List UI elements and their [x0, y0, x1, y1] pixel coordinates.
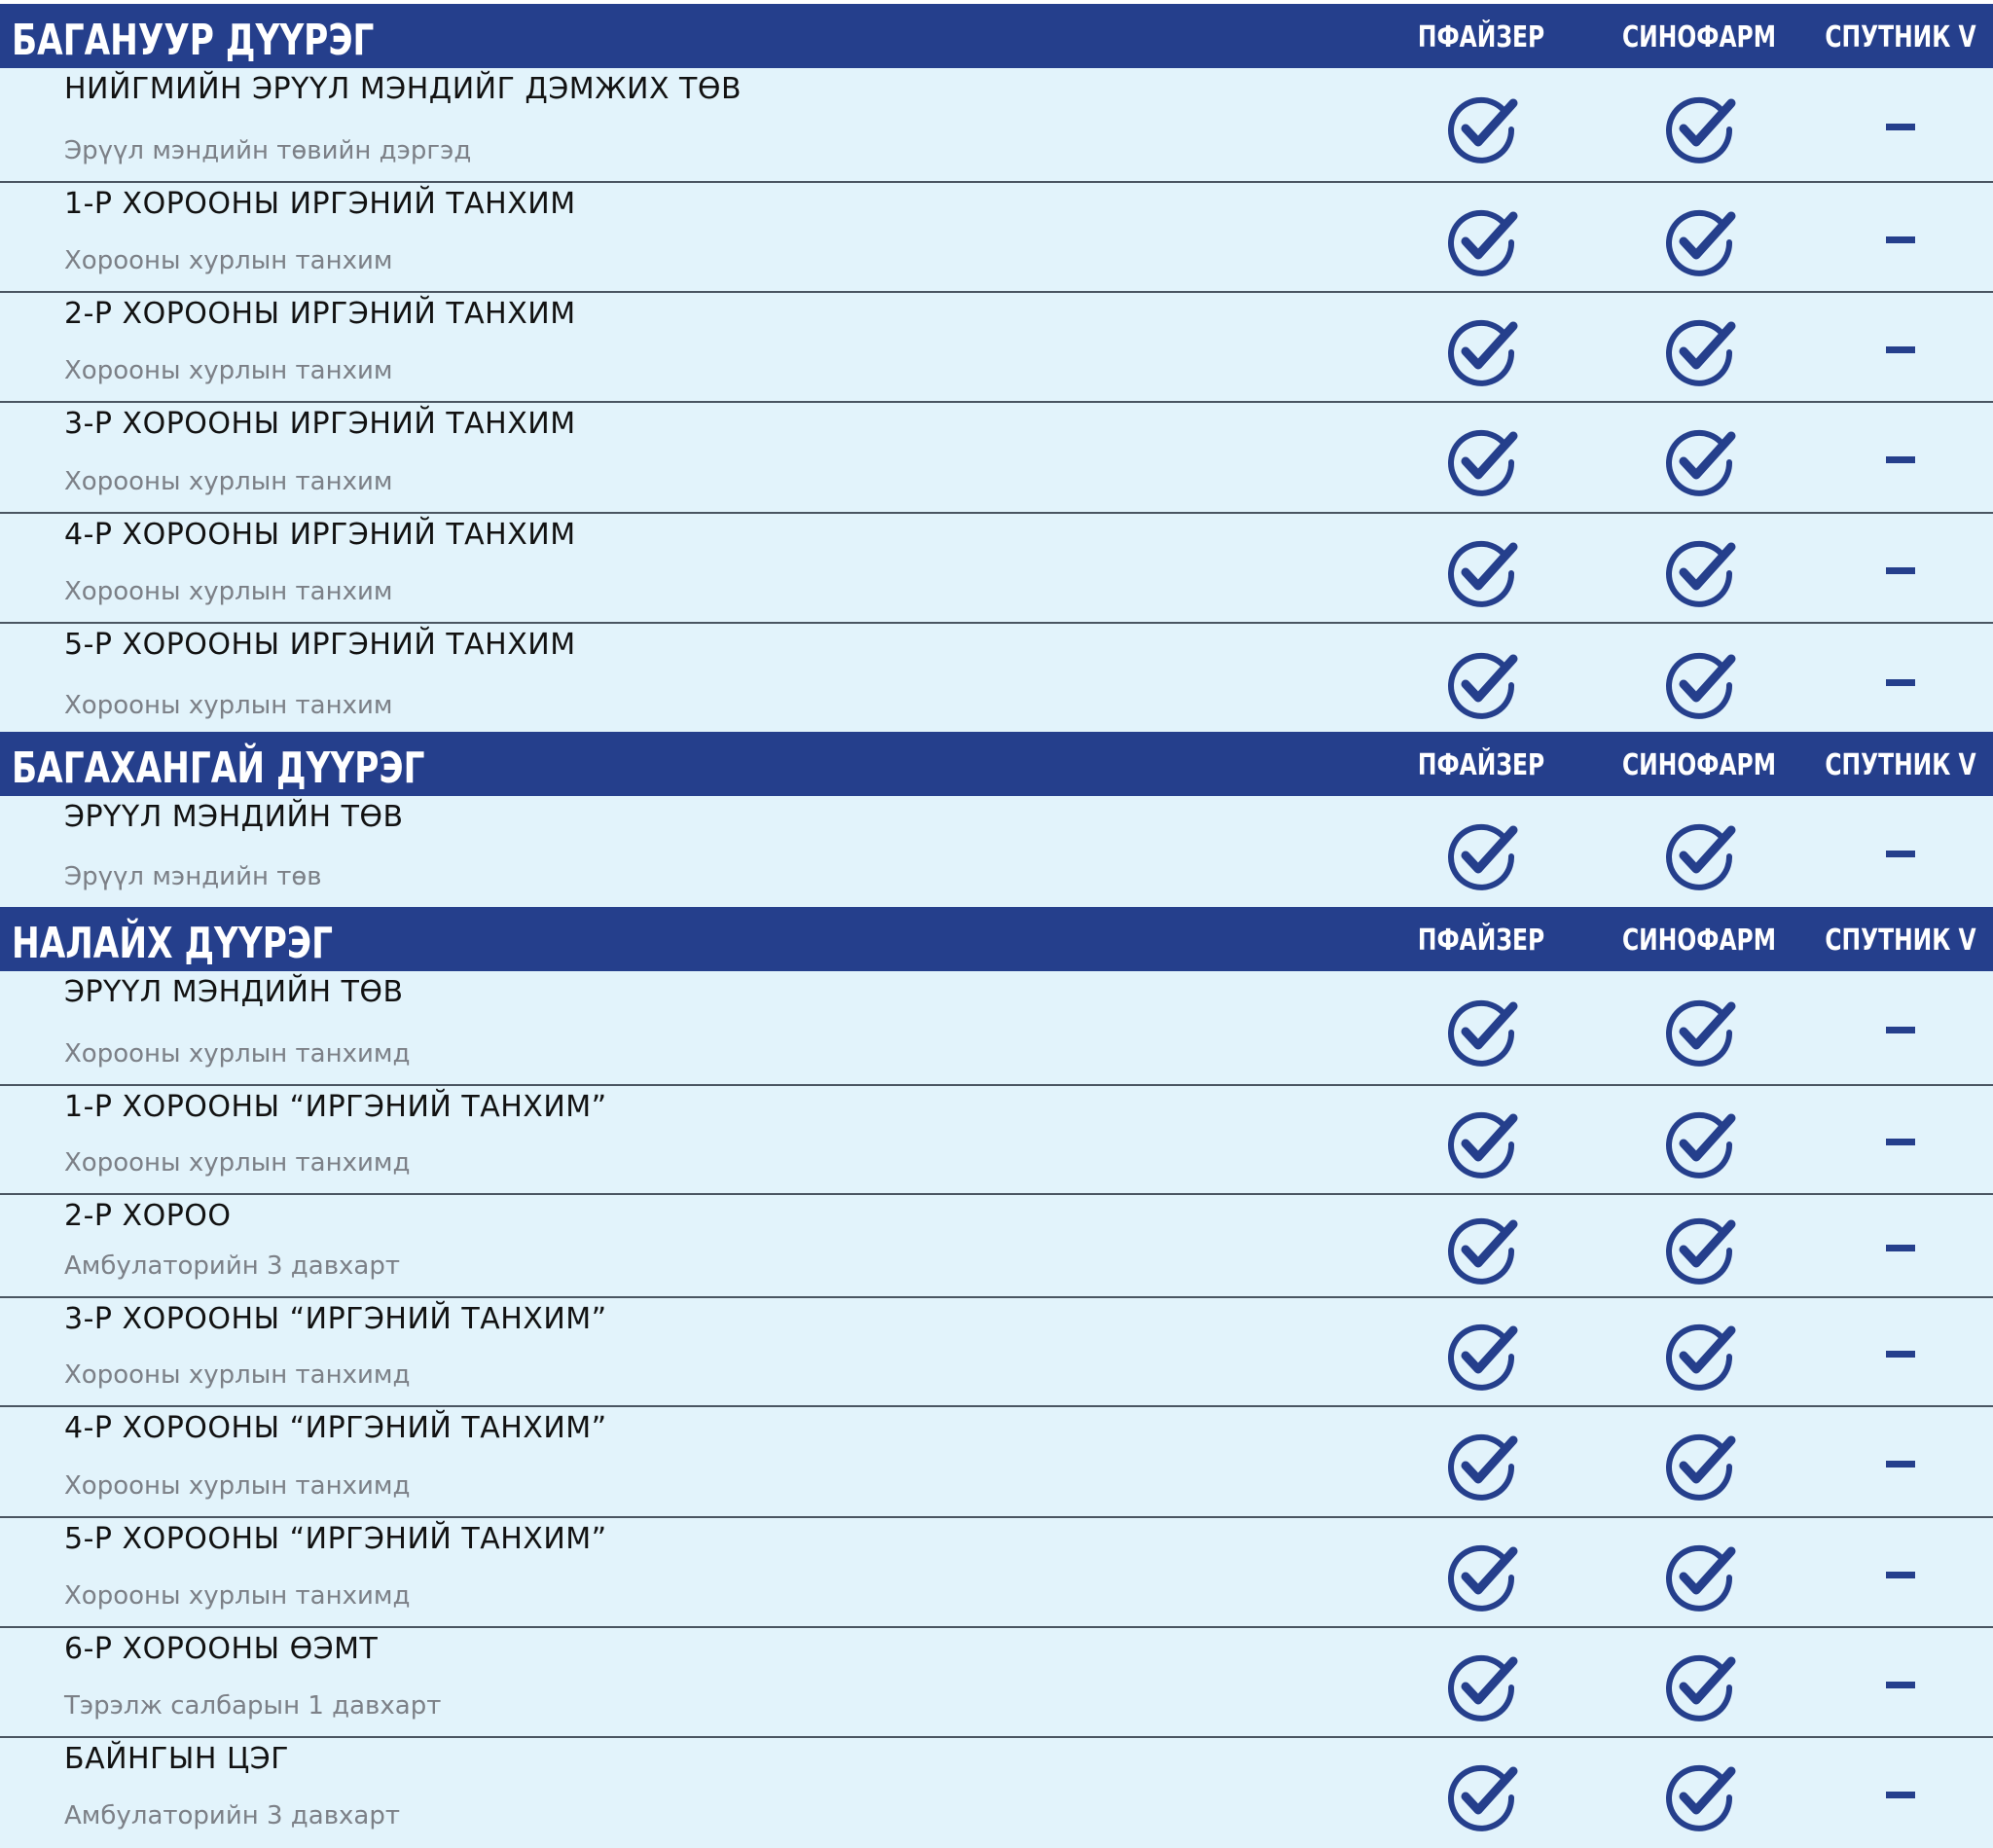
- site-location: Амбулаторийн 3 давхарт: [64, 1801, 400, 1830]
- check-circle-icon: [1662, 315, 1736, 389]
- site-name: 3-Р ХОРООНЫ ИРГЭНИЙ ТАНХИМ: [64, 407, 576, 441]
- site-name: 1-Р ХОРООНЫ ИРГЭНИЙ ТАНХИМ: [64, 187, 576, 221]
- site-location: Хорооны хурлын танхимд: [64, 1148, 411, 1178]
- site-location: Хорооны хурлын танхимд: [64, 1360, 411, 1390]
- check-circle-icon: [1662, 536, 1736, 610]
- check-circle-icon: [1662, 92, 1736, 166]
- site-name: ЭРҮҮЛ МЭНДИЙН ТӨВ: [64, 800, 404, 834]
- site-name: 4-Р ХОРООНЫ ИРГЭНИЙ ТАНХИМ: [64, 518, 576, 552]
- check-circle-icon: [1444, 1107, 1518, 1181]
- check-circle-icon: [1444, 1430, 1518, 1504]
- site-name: 4-Р ХОРООНЫ “ИРГЭНИЙ ТАНХИМ”: [64, 1411, 607, 1445]
- check-circle-icon: [1662, 205, 1736, 279]
- check-circle-icon: [1662, 1214, 1736, 1287]
- site-location: Тэрэлж салбарын 1 давхарт: [64, 1691, 442, 1721]
- site-location: Хорооны хурлын танхим: [64, 691, 393, 720]
- check-circle-icon: [1444, 1540, 1518, 1614]
- site-location: Хорооны хурлын танхимд: [64, 1471, 411, 1501]
- table-row: [0, 403, 1993, 514]
- site-location: Хорооны хурлын танхимд: [64, 1581, 411, 1611]
- pfizer-column-header: ПФАЙЗЕР: [1417, 924, 1545, 958]
- check-circle-icon: [1662, 1430, 1736, 1504]
- site-name: БАЙНГЫН ЦЭГ: [64, 1742, 289, 1776]
- check-circle-icon: [1444, 315, 1518, 389]
- dash-icon: [1886, 1351, 1915, 1358]
- site-name: НИЙГМИЙН ЭРҮҮЛ МЭНДИЙГ ДЭМЖИХ ТӨВ: [64, 72, 743, 106]
- check-circle-icon: [1662, 425, 1736, 499]
- site-location: Хорооны хурлын танхим: [64, 356, 393, 385]
- site-name: 1-Р ХОРООНЫ “ИРГЭНИЙ ТАНХИМ”: [64, 1090, 607, 1124]
- site-location: Хорооны хурлын танхимд: [64, 1039, 411, 1069]
- check-circle-icon: [1662, 1107, 1736, 1181]
- sputnik-column-header: СПУТНИК V: [1825, 924, 1976, 958]
- district-title: БАГАХАНГАЙ ДҮҮРЭГ: [12, 743, 425, 793]
- check-circle-icon: [1662, 1650, 1736, 1724]
- site-location: Амбулаторийн 3 давхарт: [64, 1251, 400, 1281]
- sinopharm-column-header: СИНОФАРМ: [1622, 748, 1776, 782]
- check-circle-icon: [1662, 1540, 1736, 1614]
- table-row: [0, 624, 1993, 738]
- check-circle-icon: [1444, 648, 1518, 722]
- site-name: 5-Р ХОРООНЫ “ИРГЭНИЙ ТАНХИМ”: [64, 1522, 607, 1556]
- dash-icon: [1886, 346, 1915, 353]
- site-location: Хорооны хурлын танхим: [64, 467, 393, 496]
- check-circle-icon: [1662, 819, 1736, 893]
- section-header: [0, 4, 1993, 68]
- check-circle-icon: [1444, 205, 1518, 279]
- site-name: 5-Р ХОРООНЫ ИРГЭНИЙ ТАНХИМ: [64, 628, 576, 662]
- check-circle-icon: [1662, 1320, 1736, 1394]
- dash-icon: [1886, 1027, 1915, 1033]
- check-circle-icon: [1444, 1320, 1518, 1394]
- table-row: [0, 1298, 1993, 1407]
- dash-icon: [1886, 1139, 1915, 1145]
- section-header: [0, 732, 1993, 796]
- site-location: Хорооны хурлын танхим: [64, 577, 393, 606]
- site-name: 6-Р ХОРООНЫ ӨЭМТ: [64, 1632, 379, 1666]
- sinopharm-column-header: СИНОФАРМ: [1622, 924, 1776, 958]
- dash-icon: [1886, 1682, 1915, 1688]
- table-row: [0, 1738, 1993, 1848]
- site-location: Эрүүл мэндийн төвийн дэргэд: [64, 136, 472, 165]
- check-circle-icon: [1444, 92, 1518, 166]
- check-circle-icon: [1444, 1760, 1518, 1834]
- check-circle-icon: [1444, 536, 1518, 610]
- sputnik-column-header: СПУТНИК V: [1825, 748, 1976, 782]
- pfizer-column-header: ПФАЙЗЕР: [1417, 748, 1545, 782]
- check-circle-icon: [1662, 648, 1736, 722]
- check-circle-icon: [1444, 425, 1518, 499]
- table-row: [0, 971, 1993, 1086]
- site-location: Эрүүл мэндийн төв: [64, 862, 322, 891]
- site-name: 2-Р ХОРООНЫ ИРГЭНИЙ ТАНХИМ: [64, 297, 576, 331]
- sputnik-column-header: СПУТНИК V: [1825, 20, 1976, 54]
- district-title: БАГАНУУР ДҮҮРЭГ: [12, 16, 375, 65]
- dash-icon: [1886, 456, 1915, 463]
- dash-icon: [1886, 236, 1915, 243]
- dash-icon: [1886, 1572, 1915, 1578]
- check-circle-icon: [1444, 1214, 1518, 1287]
- check-circle-icon: [1662, 996, 1736, 1069]
- dash-icon: [1886, 851, 1915, 857]
- dash-icon: [1886, 1245, 1915, 1251]
- check-circle-icon: [1444, 996, 1518, 1069]
- table-row: [0, 183, 1993, 293]
- site-name: ЭРҮҮЛ МЭНДИЙН ТӨВ: [64, 975, 404, 1009]
- table-row: [0, 1407, 1993, 1518]
- table-row: [0, 1195, 1993, 1298]
- table-row: [0, 293, 1993, 403]
- table-row: [0, 1628, 1993, 1738]
- pfizer-column-header: ПФАЙЗЕР: [1417, 20, 1545, 54]
- dash-icon: [1886, 567, 1915, 574]
- table-row: [0, 68, 1993, 183]
- section-header: [0, 907, 1993, 971]
- dash-icon: [1886, 124, 1915, 130]
- sinopharm-column-header: СИНОФАРМ: [1622, 20, 1776, 54]
- dash-icon: [1886, 1461, 1915, 1468]
- dash-icon: [1886, 1792, 1915, 1798]
- check-circle-icon: [1662, 1760, 1736, 1834]
- table-row: [0, 796, 1993, 909]
- district-title: НАЛАЙХ ДҮҮРЭГ: [12, 919, 333, 968]
- table-row: [0, 514, 1993, 624]
- site-location: Хорооны хурлын танхим: [64, 246, 393, 275]
- table-row: [0, 1086, 1993, 1195]
- site-name: 2-Р ХОРОО: [64, 1199, 232, 1233]
- check-circle-icon: [1444, 819, 1518, 893]
- dash-icon: [1886, 679, 1915, 686]
- site-name: 3-Р ХОРООНЫ “ИРГЭНИЙ ТАНХИМ”: [64, 1302, 607, 1336]
- check-circle-icon: [1444, 1650, 1518, 1724]
- table-row: [0, 1518, 1993, 1628]
